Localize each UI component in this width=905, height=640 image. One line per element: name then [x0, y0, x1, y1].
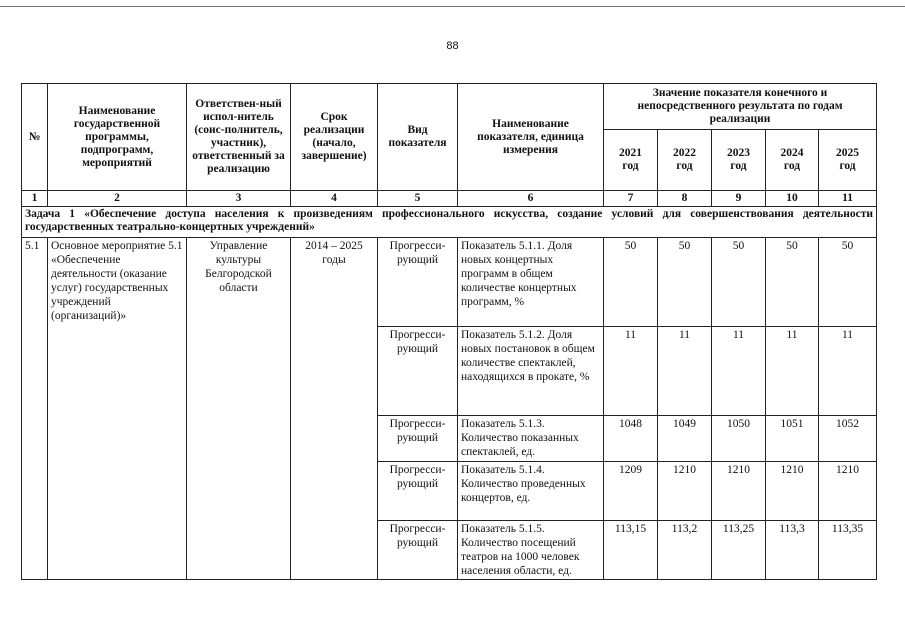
column-number: 5 — [378, 191, 458, 207]
indicator-value: 11 — [766, 327, 819, 416]
indicator-type: Прогресси-рующий — [378, 416, 458, 462]
column-number: 2 — [48, 191, 187, 207]
indicator-value: 50 — [712, 238, 766, 327]
column-numbers-row — [22, 191, 877, 207]
header-year: 2022 год — [658, 130, 712, 191]
indicator-name: Показатель 5.1.5. Количество посещений театров на 1000 человек населения области, ед. — [458, 521, 604, 580]
indicator-value: 1209 — [604, 462, 658, 521]
indicator-type: Прогресси-рующий — [378, 327, 458, 416]
measure-number: 5.1 — [22, 238, 48, 580]
indicator-value: 1049 — [658, 416, 712, 462]
page-number: 88 — [446, 40, 459, 52]
header-type: Вид показателя — [378, 84, 458, 191]
header-program: Наименование государственной программы, подпрограмм, мероприятий — [48, 84, 187, 191]
measure-name: Основное мероприятие 5.1 «Обеспечение деятельности (оказание услуг) государственных учреждений (организаций)» — [48, 238, 187, 580]
header-year: 2023 год — [712, 130, 766, 191]
indicator-value: 1048 — [604, 416, 658, 462]
table-row — [22, 238, 877, 327]
column-number: 7 — [604, 191, 658, 207]
indicator-name: Показатель 5.1.2. Доля новых постановок в общем количестве спектаклей, находящихся в прокате, % — [458, 327, 604, 416]
header-num: № — [22, 84, 48, 191]
indicator-value: 1050 — [712, 416, 766, 462]
scan-edge-line — [0, 6, 905, 7]
indicator-value: 11 — [658, 327, 712, 416]
header-year: 2025 год — [819, 130, 877, 191]
indicator-name: Показатель 5.1.3. Количество показанных спектаклей, ед. — [458, 416, 604, 462]
column-number: 10 — [766, 191, 819, 207]
indicator-name: Показатель 5.1.1. Доля новых концертных программ в общем количестве концертных программ, % — [458, 238, 604, 327]
indicator-value: 1051 — [766, 416, 819, 462]
indicators-table — [21, 83, 877, 580]
measure-responsible: Управление культуры Белгородской области — [187, 238, 291, 580]
indicator-type: Прогресси-рующий — [378, 521, 458, 580]
indicator-value: 50 — [658, 238, 712, 327]
column-number: 11 — [819, 191, 877, 207]
indicator-value: 11 — [604, 327, 658, 416]
indicator-value: 113,2 — [658, 521, 712, 580]
measure-term: 2014 – 2025 годы — [291, 238, 378, 580]
header-year: 2021 год — [604, 130, 658, 191]
column-number: 1 — [22, 191, 48, 207]
task-text: Задача 1 «Обеспечение доступа населения к произведениям профессионального искусства, создание условий для совершенствования деятельности государственных театрально-концертных учреждений» — [22, 207, 877, 238]
header-year: 2024 год — [766, 130, 819, 191]
indicator-value: 11 — [712, 327, 766, 416]
indicator-value: 50 — [819, 238, 877, 327]
indicator-value: 113,35 — [819, 521, 877, 580]
indicator-value: 1210 — [712, 462, 766, 521]
column-number: 6 — [458, 191, 604, 207]
indicator-value: 113,25 — [712, 521, 766, 580]
indicator-type: Прогресси-рующий — [378, 462, 458, 521]
task-row — [22, 207, 877, 238]
indicator-value: 50 — [766, 238, 819, 327]
indicator-value: 1210 — [766, 462, 819, 521]
header-indicator: Наименование показателя, единица измерения — [458, 84, 604, 191]
column-number: 9 — [712, 191, 766, 207]
indicator-value: 1210 — [819, 462, 877, 521]
indicator-value: 113,15 — [604, 521, 658, 580]
header-responsible: Ответствен-ный испол-нитель (соис-полнитель, участник), ответственный за реализацию — [187, 84, 291, 191]
indicator-value: 50 — [604, 238, 658, 327]
indicator-name: Показатель 5.1.4. Количество проведенных концертов, ед. — [458, 462, 604, 521]
indicator-value: 11 — [819, 327, 877, 416]
indicator-type: Прогресси-рующий — [378, 238, 458, 327]
indicator-value: 1052 — [819, 416, 877, 462]
indicator-value: 1210 — [658, 462, 712, 521]
header-values-group: Значение показателя конечного и непосредственного результата по годам реализации — [604, 84, 877, 130]
indicator-value: 113,3 — [766, 521, 819, 580]
header-term: Срок реализации (начало, завершение) — [291, 84, 378, 191]
column-number: 8 — [658, 191, 712, 207]
header-row-1 — [22, 84, 877, 130]
column-number: 3 — [187, 191, 291, 207]
column-number: 4 — [291, 191, 378, 207]
